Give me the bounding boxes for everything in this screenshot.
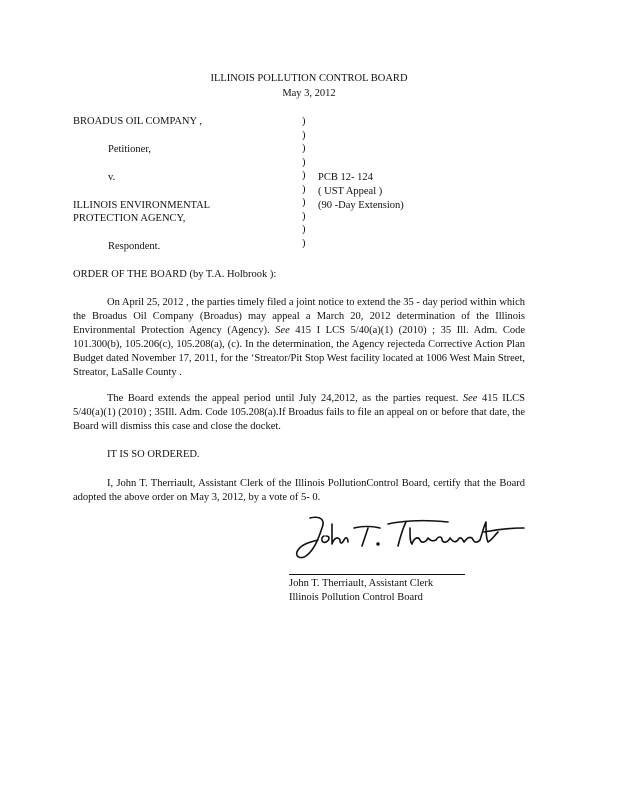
paren: )	[302, 237, 306, 249]
case-note: (90 -Day Extension)	[318, 200, 404, 211]
order-heading: ORDER OF THE BOARD (by T.A. Holbrook ):	[73, 269, 277, 280]
paren: )	[302, 156, 306, 168]
caption-divider	[302, 115, 306, 250]
paren: )	[302, 224, 306, 235]
paren: )	[302, 116, 306, 127]
handwritten-signature	[288, 510, 528, 572]
paren: )	[302, 183, 306, 195]
order-date: May 3, 2012	[282, 88, 336, 99]
paragraph-2	[73, 392, 525, 434]
paragraph-1-text-b: 415 I LCS 5/40(a)(1) (2010) ; 35 Ill. Adm. Code 101.300(b), 105.206(c), 105.208(a), (c). In the determination, the Agency rejecteda Corrective Action Plan Budget dated November 17, 2011, for the ‘Streator/Pit Stop West facility located at 1006 West Main Street, Streator, LaSalle County .	[73, 325, 525, 378]
paragraph-1	[73, 296, 525, 380]
petitioner-name: BROADUS OIL COMPANY ,	[73, 116, 202, 127]
signer-organization: Illinois Pollution Control Board	[289, 592, 423, 603]
see-signal: See	[462, 393, 478, 404]
paragraph-1-text-a: On April 25, 2012 , the parties timely filed a joint notice to extend the 35 - day period within which the Broadus Oil Company (Broadus) may appeal a March 20, 2012 determination of the Illinois Environmental Protection Agency (Agency).	[73, 297, 525, 336]
versus: v.	[108, 172, 116, 183]
case-type: ( UST Appeal )	[318, 186, 383, 197]
paren: )	[302, 129, 306, 141]
see-signal: See	[275, 325, 290, 336]
respondent-name-line2: PROTECTION AGENCY,	[73, 213, 186, 224]
paragraph-2-text-b: 415 ILCS 5/40(a)(1) (2010) ; 35Ill. Adm. Code 105.208(a).If Broadus fails to file an appeal on or before that date, the Board will dismiss this case and close the docket.	[73, 393, 525, 432]
board-title: ILLINOIS POLLUTION CONTROL BOARD	[210, 73, 408, 84]
respondent-name-line1: ILLINOIS ENVIRONMENTAL	[73, 200, 211, 211]
paragraph-2-text-a: The Board extends the appeal period until July 24,2012, as the parties request.	[107, 393, 463, 404]
petitioner-role: Petitioner,	[108, 144, 152, 155]
signer-name-title: John T. Therriault, Assistant Clerk	[289, 578, 434, 589]
paren: )	[302, 170, 306, 181]
paren: )	[302, 197, 306, 208]
so-ordered: IT IS SO ORDERED.	[107, 449, 200, 460]
respondent-role: Respondent.	[108, 241, 161, 252]
clerk-certification: I, John T. Therriault, Assistant Clerk of the Illinois PollutionControl Board, certify that the Board adopted the above order on May 3, 2012, by a vote of 5- 0.	[73, 478, 525, 503]
case-number: PCB 12- 124	[318, 172, 373, 183]
signature-line	[289, 574, 465, 575]
paren: )	[302, 143, 306, 154]
paren: )	[302, 210, 306, 222]
